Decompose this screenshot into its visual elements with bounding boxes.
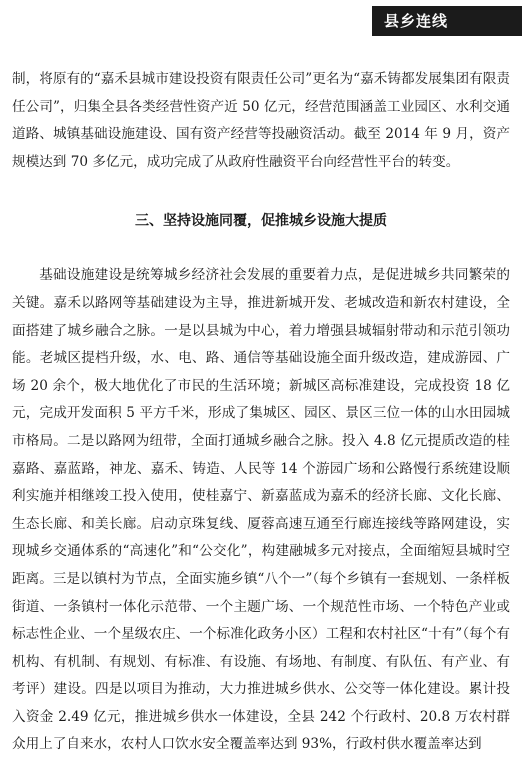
paragraph-continued: 制，将原有的“嘉禾县城市建设投资有限责任公司”更名为“嘉禾铸都发展集团有限责任公司”，归集全县各类经营性资产近 50 亿元，经营范围涵盖工业园区、水利交通道路、城镇基础设施建设、国有资产经营等投融资活动。截至 2014 年 9 月，资产规模达到 70 多亿元，成功完成了从政府性融资平台向经营性平台的转变。 xyxy=(12,71,510,170)
paragraph-infrastructure: 基础设施建设是统筹城乡经济社会发展的重要着力点，是促进城乡共同繁荣的关键。嘉禾以路网等基础建设为主导，推进新城开发、老城改造和新农村建设，全面搭建了城乡融合之脉。一是以县城为中心，着力增强县城辐射带动和示范引领功能。老城区提档升级，水、电、路、通信等基础设施全面升级改造，建成游园、广场 20 余个，极大地优化了市民的生活环境；新城区高标准建设，完成投资 18 亿元，完成开发面积 5 平方千米，形成了集城区、园区、景区三位一体的山水田园城市格局。二是以路网为纽带，全面打通城乡融合之脉。投入 4.8 亿元提质改造的桂嘉路、嘉蓝路，神龙、嘉禾、铸造、人民等 14 个游园广场和公路慢行系统建设顺利实施并相继竣工投入使用，使桂嘉宁、新嘉蓝成为嘉禾的经济长廊、文化长廊、生态长廊、和美长廊。启动京珠复线、厦蓉高速互通至行廊连接线等路网建设，实现城乡交通体系的“高速化”和“公交化”，构建融城多元对接点，全面缩短县城时空距离。三是以镇村为节点，全面实施乡镇“八个一”（每个乡镇有一套规划、一条样板街道、一条镇村一体化示范带、一个主题广场、一个规范性市场、一个特色产业或标志性企业、一个星级农庄、一个标准化政务小区）工程和农村社区“十有”（每个有机构、有机制、有规划、有标准、有设施、有场地、有制度、有队伍、有产业、有考评）建设。四是以项目为推动，大力推进城乡供水、公交等一体化建设。累计投入资金 2.49 亿元，推进城乡供水一体建设，全县 242 个行政村、20.8 万农村群众用上了自来水，农村人口饮水安全覆盖率达到 93%，行政村供水覆盖率达到 xyxy=(12,267,510,753)
section-heading: 三、坚持设施同覆，促推城乡设施大提质 xyxy=(135,213,387,230)
article-body xyxy=(12,66,510,759)
section-header-label: 县乡连线 xyxy=(372,6,522,36)
